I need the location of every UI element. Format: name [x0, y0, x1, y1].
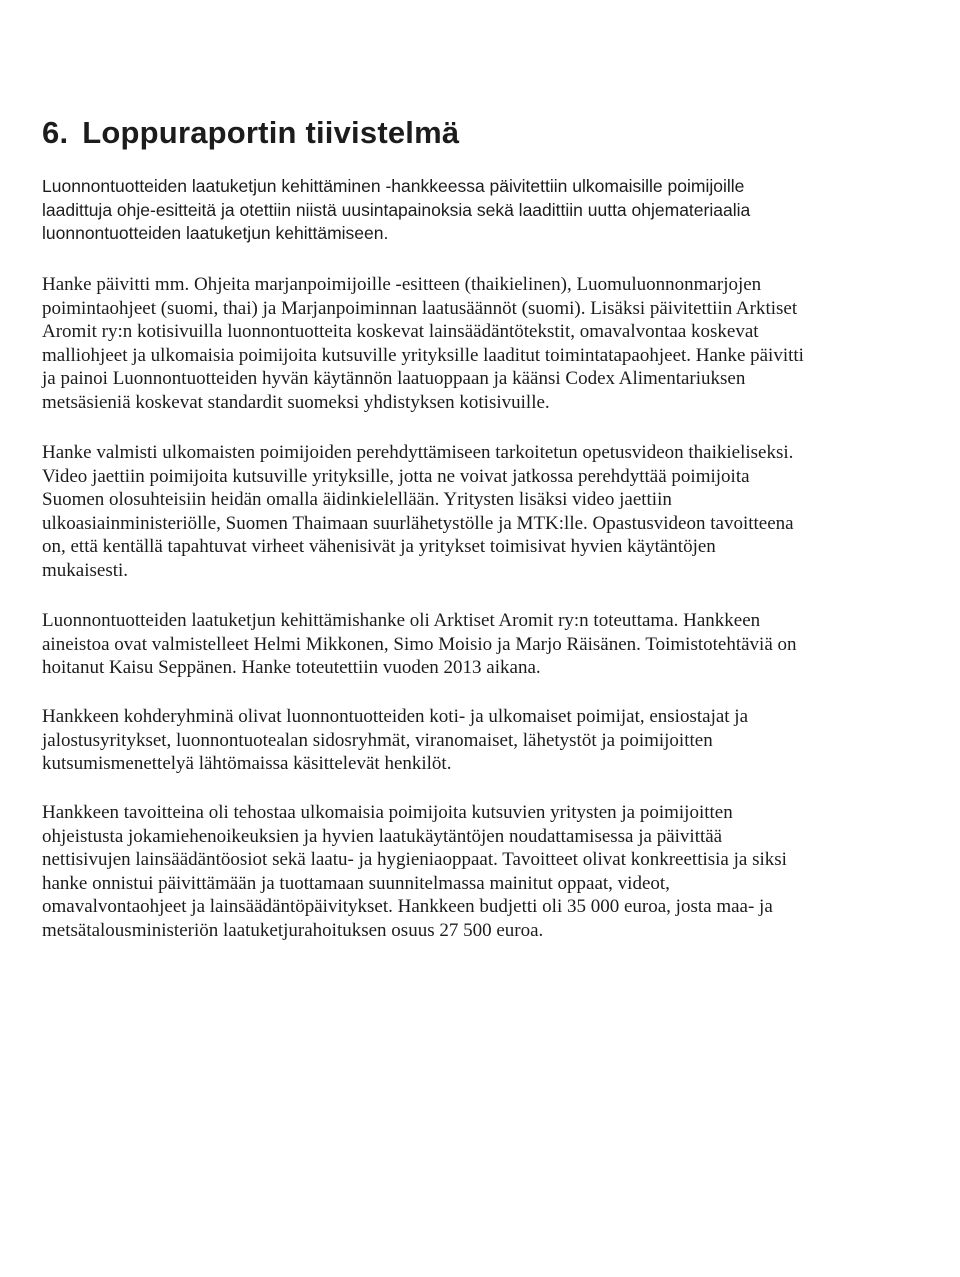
paragraph-line: Luonnontuotteiden laatuketjun kehittäminen -hankkeessa päivitettiin ulkomaisille poimijoille	[42, 176, 745, 196]
paragraph-target-groups	[42, 705, 902, 776]
paragraph-organizer	[42, 609, 902, 680]
section-number: 6.	[42, 115, 69, 150]
section-title: Loppuraportin tiivistelmä	[82, 115, 460, 150]
paragraph-line: aineistoa ovat valmistelleet Helmi Mikkonen, Simo Moisio ja Marjo Räisänen. Toimistotehtäviä on	[42, 633, 797, 655]
paragraph-line: poimintaohjeet (suomi, thai) ja Marjanpoiminnan laatusäännöt (suomi). Lisäksi päivitettiin Arktiset	[42, 297, 798, 319]
paragraph-line: Hanke päivitti mm. Ohjeita marjanpoimijoille -esitteen (thaikielinen), Luomuluonnonmarjojen	[42, 274, 762, 295]
paragraph-line: ulkoasiainministeriölle, Suomen Thaimaan suurlähetystölle ja MTK:lle. Opastusvideon tavoitteena	[42, 512, 794, 534]
paragraph-line: Aromit ry:n kotisivuilla luonnontuotteita koskevat lainsäädäntötekstit, omavalvontaa koskevat	[42, 321, 759, 342]
paragraph-intro	[42, 175, 902, 246]
paragraph-updates	[42, 273, 902, 414]
paragraph-line: hoitanut Kaisu Seppänen. Hanke toteutettiin vuoden 2013 aikana.	[42, 657, 541, 678]
paragraph-line: laadittuja ohje-esitteitä ja otettiin niistä uusintapainoksia sekä laadittiin uutta ohjemateriaalia	[42, 199, 751, 220]
paragraph-line: mukaisesti.	[42, 559, 129, 581]
paragraph-line: Hanke valmisti ulkomaisten poimijoiden perehdyttämiseen tarkoitetun opetusvideon thaikieliseksi.	[42, 442, 794, 463]
paragraph-line: on, että kentällä tapahtuvat virheet vähenisivät ja yritykset toimisivat hyvien käytäntöjen	[42, 536, 716, 557]
paragraph-line: metsätalousministeriön laatuketjurahoituksen osuus 27 500 euroa.	[42, 919, 544, 941]
paragraph-line: luonnontuotteiden laatuketjun kehittämiseen.	[42, 223, 389, 243]
paragraph-line: ja painoi Luonnontuotteiden hyvän käytännön laatuoppaan ja käänsi Codex Alimentariuksen	[42, 368, 746, 389]
paragraph-line: nettisivujen lainsäädäntöosiot sekä laatu- ja hygieniaoppaat. Tavoitteet olivat konkreettisia ja siksi	[42, 849, 787, 870]
paragraph-line: Video jaettiin poimijoita kutsuville yrityksille, jotta ne voivat jatkossa perehdyttää poimijoita	[42, 465, 750, 487]
paragraph-line: Hankkeen kohderyhminä olivat luonnontuotteiden koti- ja ulkomaiset poimijat, ensiostajat ja	[42, 706, 749, 727]
paragraph-line: Hankkeen tavoitteina oli tehostaa ulkomaisia poimijoita kutsuvien yritysten ja poimijoitten	[42, 802, 733, 823]
paragraph-line: ohjeistusta jokamiehenoikeuksien ja hyvien laatukäytäntöjen noudattamisessa ja päivittää	[42, 825, 723, 847]
paragraph-line: Luonnontuotteiden laatuketjun kehittämishanke oli Arktiset Aromit ry:n toteuttama. Hankkeen	[42, 610, 761, 631]
paragraph-line: kutsumismenettelyä lähtömaissa käsittelevät henkilöt.	[42, 753, 452, 774]
paragraph-line: omavalvontaohjeet ja lainsäädäntöpäivitykset. Hankkeen budjetti oli 35 000 euroa, josta maa- ja	[42, 896, 773, 917]
paragraph-video	[42, 441, 902, 582]
paragraph-line: malliohjeet ja ulkomaisia poimijoita kutsuville yrityksille laaditut toimintatapaohjeet. Hanke päivitti	[42, 344, 804, 366]
section-heading	[42, 113, 459, 153]
paragraph-line: hanke onnistui päivittämään ja tuottamaan suunnitelmassa mainitut oppaat, videot,	[42, 872, 670, 894]
paragraph-line: metsäsieniä koskevat standardit suomeksi yhdistyksen kotisivuille.	[42, 391, 550, 413]
paragraph-goals	[42, 801, 902, 942]
paragraph-line: jalostusyritykset, luonnontuotealan sidosryhmät, viranomaiset, lähetystöt ja poimijoitten	[42, 729, 713, 751]
paragraph-line: Suomen olosuhteisiin heidän omalla äidinkielellään. Yritysten lisäksi video jaettiin	[42, 489, 672, 510]
